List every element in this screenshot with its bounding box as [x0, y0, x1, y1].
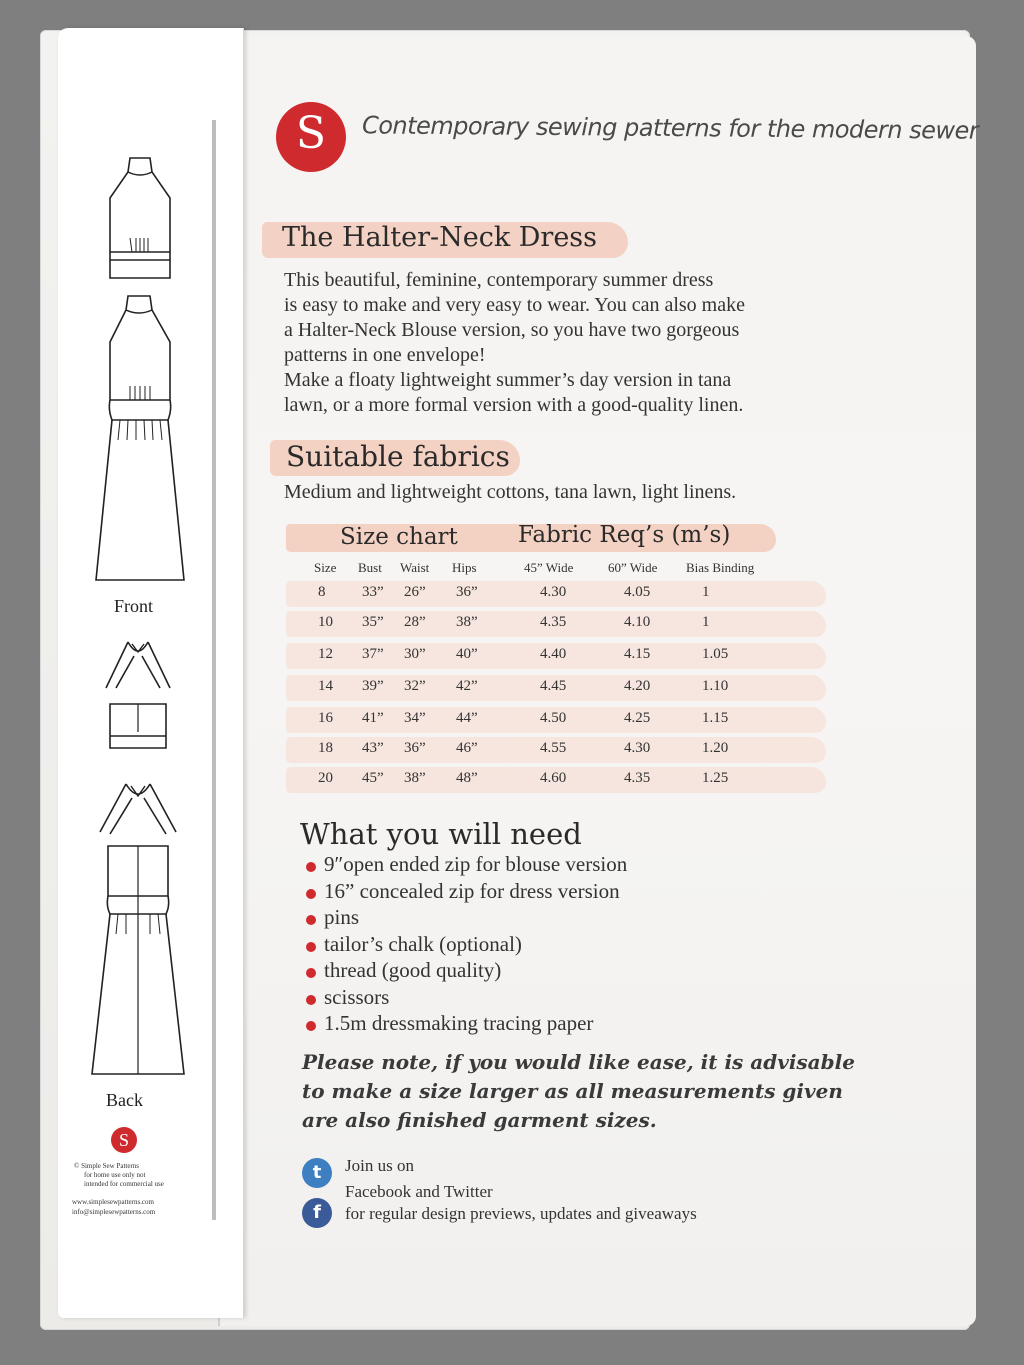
table-cell: 35”: [362, 614, 384, 630]
need-item: pins: [324, 905, 360, 929]
table-cell: 1.25: [702, 770, 729, 786]
copyright-line-2: for home use only not: [84, 1171, 146, 1179]
need-item: 9″open ended zip for blouse version: [324, 852, 628, 876]
dress-front-illustration: [90, 290, 190, 585]
bullet-icon: [306, 915, 316, 925]
note-line: to make a size larger as all measurements given: [302, 1079, 843, 1103]
table-cell: 42”: [456, 678, 478, 694]
table-cell: 1.10: [702, 678, 729, 694]
need-item: scissors: [324, 984, 390, 1009]
table-cell: 30”: [404, 646, 426, 662]
flap-brand-logo: S: [111, 1127, 137, 1153]
table-cell: 41”: [362, 710, 384, 726]
table-cell: 4.05: [624, 584, 651, 600]
back-label: Back: [106, 1090, 143, 1110]
table-cell: 1.05: [702, 646, 729, 662]
col-size-header: Size: [314, 560, 337, 575]
col-waist-header: Waist: [400, 560, 430, 575]
table-cell: 1.15: [702, 710, 729, 726]
table-cell: 4.20: [624, 678, 651, 694]
table-cell: 40”: [456, 646, 478, 662]
table-cell: 36”: [404, 740, 426, 756]
fabric-req-title: Fabric Req’s (m’s): [518, 522, 731, 548]
bullet-icon: [306, 1021, 316, 1031]
table-cell: 34”: [404, 710, 426, 726]
table-cell: 4.45: [540, 678, 567, 694]
need-item: thread (good quality): [324, 958, 502, 982]
table-cell: 4.10: [624, 614, 651, 630]
fabrics-text: Medium and lightweight cottons, tana lawn, light linens.: [284, 481, 737, 503]
tagline: Contemporary sewing patterns for the modern sewer: [361, 111, 979, 145]
table-cell: 1: [702, 584, 710, 600]
need-item: 1.5m dressmaking tracing paper: [324, 1011, 594, 1035]
table-cell: 16: [318, 710, 333, 726]
dress-back-illustration: [86, 778, 190, 1078]
intro-line: lawn, or a more formal version with a good-quality linen.: [284, 394, 744, 416]
col-hips-header: Hips: [452, 560, 477, 575]
table-cell: 44”: [456, 710, 478, 726]
intro-line: This beautiful, feminine, contemporary summer dress: [284, 269, 714, 291]
page-title: The Halter-Neck Dress: [282, 222, 598, 253]
table-cell: 8: [318, 584, 326, 600]
table-cell: 48”: [456, 770, 478, 786]
table-cell: 4.55: [540, 740, 567, 756]
table-cell: 33”: [362, 584, 384, 600]
table-cell: 4.50: [540, 710, 567, 726]
intro-line: patterns in one envelope!: [284, 344, 486, 366]
need-item: tailor’s chalk (optional): [324, 931, 522, 956]
social-line-2: Facebook and Twitter: [345, 1182, 493, 1201]
table-cell: 45”: [362, 770, 384, 786]
flap-email: info@simplesewpatterns.com: [72, 1208, 156, 1216]
note-line: are also finished garment sizes.: [302, 1108, 657, 1132]
table-cell: 4.35: [624, 770, 651, 786]
table-cell: 1.20: [702, 740, 729, 756]
table-cell: 26”: [404, 584, 426, 600]
table-cell: 38”: [404, 770, 426, 786]
blouse-back-illustration: [98, 636, 178, 766]
please-note: [302, 1048, 882, 1135]
note-line: Please note, if you would like ease, it is advisable: [302, 1050, 855, 1074]
copyright-icon: ©: [74, 1162, 80, 1170]
intro-paragraph: [284, 268, 745, 418]
copyright-line-1: Simple Sew Patterns: [81, 1162, 140, 1170]
bullet-icon: [306, 995, 316, 1005]
table-cell: 10: [318, 614, 333, 630]
fabrics-title: Suitable fabrics: [286, 440, 510, 473]
needs-title: What you will need: [300, 817, 582, 851]
intro-line: is easy to make and very easy to wear. You can also make: [284, 294, 745, 316]
col-45-wide-header: 45” Wide: [524, 560, 574, 575]
bullet-icon: [306, 942, 316, 952]
size-chart-title: Size chart: [340, 524, 458, 550]
table-cell: 4.15: [624, 646, 651, 662]
table-cell: 14: [318, 678, 333, 694]
table-cell: 1: [702, 614, 710, 630]
table-cell: 32”: [404, 678, 426, 694]
table-cell: 36”: [456, 584, 478, 600]
table-cell: 28”: [404, 614, 426, 630]
table-cell: 39”: [362, 678, 384, 694]
social-line-1: Join us on: [345, 1156, 414, 1175]
flap-fold-line: [212, 120, 216, 1220]
table-cell: 38”: [456, 614, 478, 630]
table-cell: 20: [318, 770, 333, 786]
table-cell: 4.60: [540, 770, 567, 786]
need-item: 16” concealed zip for dress version: [324, 878, 620, 903]
table-cell: 43”: [362, 740, 384, 756]
blouse-front-illustration: [100, 152, 180, 284]
intro-line: a Halter-Neck Blouse version, so you have two gorgeous: [284, 319, 740, 341]
flap-copyright: [74, 1162, 164, 1189]
col-bust-header: Bust: [358, 560, 382, 575]
table-cell: 4.30: [624, 740, 651, 756]
bullet-icon: [306, 889, 316, 899]
col-bias-binding-header: Bias Binding: [686, 560, 755, 575]
table-cell: 4.35: [540, 614, 567, 630]
table-cell: 4.40: [540, 646, 567, 662]
flap-website: www.simplesewpatterns.com: [72, 1198, 154, 1206]
front-label: Front: [114, 596, 154, 616]
table-cell: 4.25: [624, 710, 651, 726]
table-cell: 18: [318, 740, 333, 756]
copyright-line-3: intended for commercial use: [84, 1180, 164, 1188]
twitter-icon[interactable]: t: [302, 1158, 332, 1188]
brand-logo: S: [276, 102, 346, 172]
table-cell: 12: [318, 646, 333, 662]
facebook-icon[interactable]: f: [302, 1198, 332, 1228]
table-cell: 46”: [456, 740, 478, 756]
col-60-wide-header: 60” Wide: [608, 560, 658, 575]
intro-line: Make a floaty lightweight summer’s day version in tana: [284, 369, 732, 391]
table-cell: 37”: [362, 646, 384, 662]
bullet-icon: [306, 862, 316, 872]
bullet-icon: [306, 968, 316, 978]
social-line-3: for regular design previews, updates and giveaways: [345, 1204, 697, 1223]
table-cell: 4.30: [540, 584, 567, 600]
